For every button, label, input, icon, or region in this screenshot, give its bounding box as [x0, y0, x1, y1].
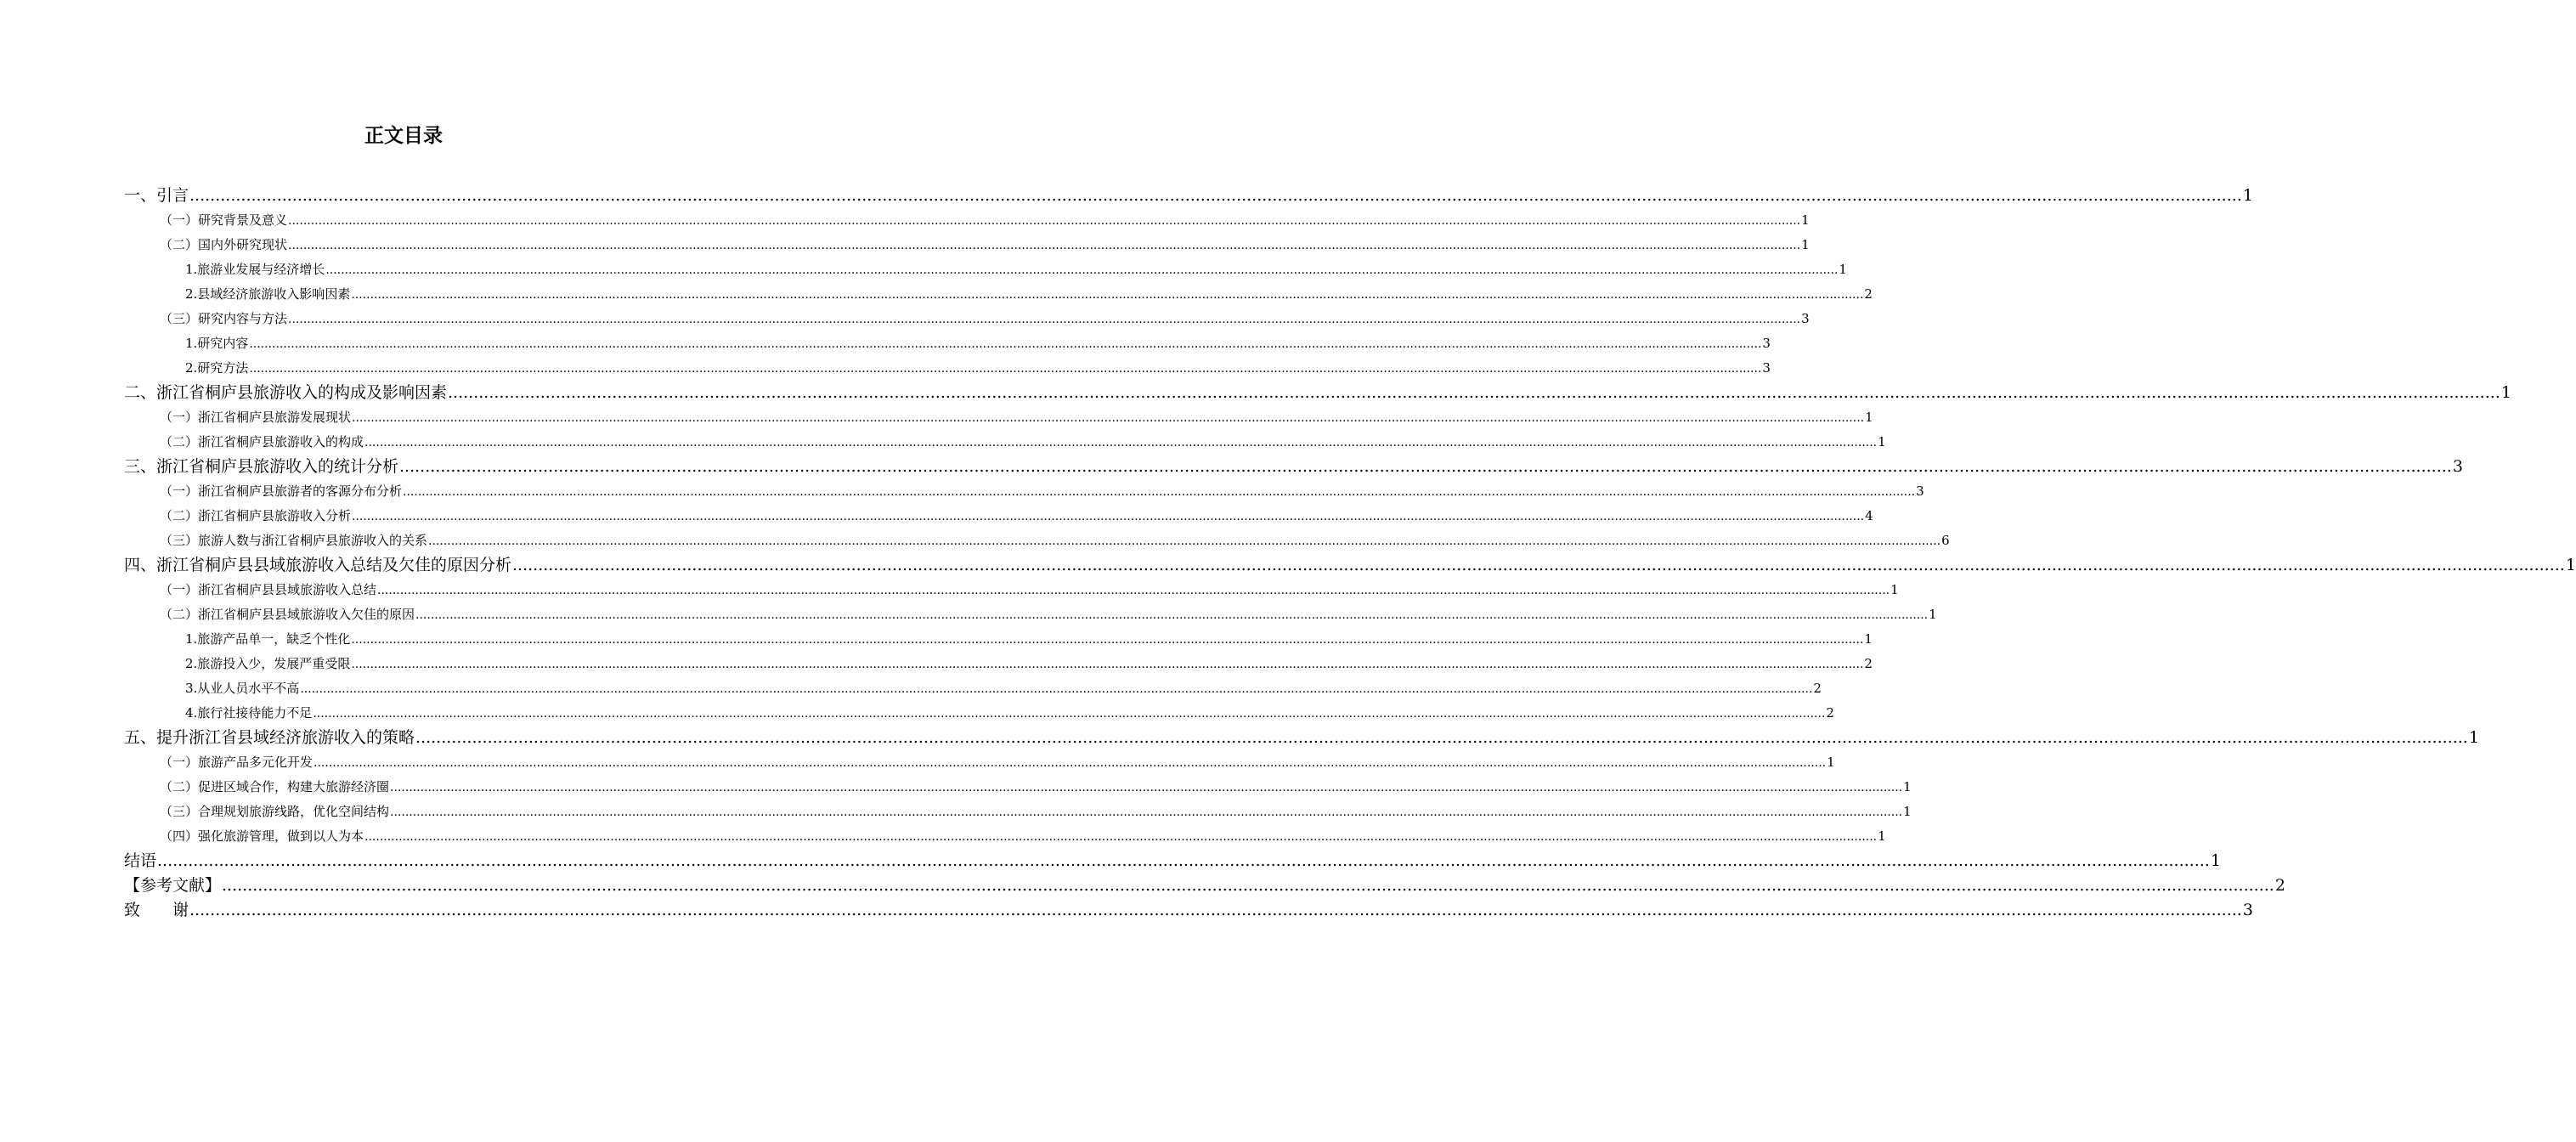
dot-leader: ................................................................................................................................................................................................................................................................................................................................................................................................................ — [448, 383, 2500, 402]
toc-entry-label: （四）强化旅游管理，做到以人为本 — [160, 828, 364, 844]
dot-leader: ................................................................................................................................................................................................................................................................................................................................................................................................................ — [512, 556, 2565, 574]
dot-leader: ................................................................................................................................................................................................................................................................................................................................................................................................................ — [249, 362, 1762, 376]
toc-entry-page-number: 2 — [1864, 656, 1873, 671]
toc-entry-label: （二）浙江省桐庐县旅游收入分析 — [160, 508, 352, 523]
toc-entry-page-number: 3 — [1801, 311, 1810, 326]
toc-entry-label: 1.研究内容 — [185, 336, 249, 351]
toc-entry[interactable] — [124, 800, 1912, 824]
toc-entry[interactable] — [124, 356, 1771, 381]
dot-leader: ................................................................................................................................................................................................................................................................................................................................................................................................................ — [364, 436, 1878, 449]
dot-leader: ................................................................................................................................................................................................................................................................................................................................................................................................................ — [390, 781, 1903, 794]
toc-entry-label: 致 谢 — [124, 901, 189, 919]
toc-entry-label: 2.旅游投入少，发展严重受限 — [185, 656, 351, 671]
toc-entry[interactable] — [124, 750, 1835, 775]
toc-entry-page-number: 3 — [2452, 457, 2463, 476]
toc-entry[interactable] — [124, 381, 2511, 405]
dot-leader: ................................................................................................................................................................................................................................................................................................................................................................................................................ — [351, 633, 1864, 647]
toc-entry-page-number: 1 — [1865, 410, 1873, 425]
dot-leader: ................................................................................................................................................................................................................................................................................................................................................................................................................ — [249, 337, 1762, 351]
toc-entry-page-number: 1 — [2500, 383, 2511, 402]
toc-entry-label: （二）浙江省桐庐县县域旅游收入欠佳的原因 — [160, 607, 415, 622]
toc-entry-page-number: 3 — [2242, 901, 2253, 919]
dot-leader: ................................................................................................................................................................................................................................................................................................................................................................................................................ — [189, 186, 2242, 205]
toc-entry[interactable] — [124, 208, 1810, 233]
toc-entry[interactable] — [124, 307, 1810, 331]
toc-entry-label: （一）研究背景及意义 — [160, 212, 288, 228]
toc-entry[interactable] — [124, 898, 2253, 923]
toc-entry[interactable] — [124, 824, 1886, 849]
toc-entry-page-number: 6 — [1941, 533, 1950, 548]
toc-entry[interactable] — [124, 405, 1873, 430]
toc-entry[interactable] — [124, 701, 1834, 726]
dot-leader: ................................................................................................................................................................................................................................................................................................................................................................................................................ — [288, 214, 1801, 228]
toc-entry-page-number: 1 — [1890, 582, 1899, 597]
dot-leader: ................................................................................................................................................................................................................................................................................................................................................................................................................ — [390, 806, 1903, 819]
toc-entry-label: 1.旅游业发展与经济增长 — [185, 262, 325, 277]
toc-entry[interactable] — [124, 504, 1873, 529]
toc-entry-label: （三）合理规划旅游线路，优化空间结构 — [160, 804, 390, 819]
toc-entry-label: 五、提升浙江省县域经济旅游收入的策略 — [124, 728, 415, 747]
dot-leader: ................................................................................................................................................................................................................................................................................................................................................................................................................ — [222, 876, 2274, 895]
dot-leader: ................................................................................................................................................................................................................................................................................................................................................................................................................ — [288, 239, 1801, 252]
toc-entry[interactable] — [124, 529, 1950, 553]
toc-entry[interactable] — [124, 430, 1886, 455]
toc-entry[interactable] — [124, 455, 2463, 479]
toc-entry-page-number: 3 — [1762, 360, 1771, 376]
toc-entry[interactable] — [124, 726, 2479, 750]
toc-entry-label: 二、浙江省桐庐县旅游收入的构成及影响因素 — [124, 383, 448, 402]
toc-entry[interactable] — [124, 676, 1822, 701]
toc-entry-label: 四、浙江省桐庐县县域旅游收入总结及欠佳的原因分析 — [124, 556, 512, 574]
dot-leader: ................................................................................................................................................................................................................................................................................................................................................................................................................ — [352, 510, 1865, 523]
toc-entry-page-number: 1 — [1827, 755, 1835, 770]
dot-leader: ................................................................................................................................................................................................................................................................................................................................................................................................................ — [313, 707, 1826, 721]
toc-entry-label: 结语 — [124, 851, 157, 870]
toc-entry-page-number: 1 — [2242, 186, 2253, 205]
toc-entry-page-number: 1 — [1864, 631, 1873, 647]
dot-leader: ................................................................................................................................................................................................................................................................................................................................................................................................................ — [364, 830, 1878, 844]
dot-leader: ................................................................................................................................................................................................................................................................................................................................................................................................................ — [325, 263, 1839, 277]
dot-leader: ................................................................................................................................................................................................................................................................................................................................................................................................................ — [351, 288, 1864, 302]
toc-entry-page-number: 2 — [1826, 705, 1834, 721]
toc-entry-label: （二）浙江省桐庐县旅游收入的构成 — [160, 434, 364, 449]
toc-entry-label: （三）旅游人数与浙江省桐庐县旅游收入的关系 — [160, 533, 428, 548]
toc-entry-label: （一）浙江省桐庐县县域旅游收入总结 — [160, 582, 377, 597]
toc-entry-page-number: 1 — [1903, 779, 1912, 794]
toc-entry-page-number: 1 — [1839, 262, 1847, 277]
dot-leader: ................................................................................................................................................................................................................................................................................................................................................................................................................ — [189, 901, 2242, 919]
toc-entry-page-number: 2 — [1813, 681, 1822, 696]
toc-entry-label: （一）旅游产品多元化开发 — [160, 755, 314, 770]
toc-entry[interactable] — [124, 282, 1873, 307]
toc-entry[interactable] — [124, 627, 1873, 652]
toc-entry-label: 2.研究方法 — [185, 360, 249, 376]
toc-entry[interactable] — [124, 184, 2253, 208]
toc-entry-page-number: 3 — [1916, 483, 1924, 499]
dot-leader: ................................................................................................................................................................................................................................................................................................................................................................................................................ — [300, 682, 1813, 696]
toc-entry-label: （一）浙江省桐庐县旅游发展现状 — [160, 410, 352, 425]
toc-entry-label: 1.旅游产品单一，缺乏个性化 — [185, 631, 351, 647]
dot-leader: ................................................................................................................................................................................................................................................................................................................................................................................................................ — [399, 457, 2452, 476]
table-of-contents — [124, 184, 2576, 923]
toc-entry[interactable] — [124, 257, 1847, 282]
toc-entry-label: （三）研究内容与方法 — [160, 311, 288, 326]
toc-entry-label: （二）国内外研究现状 — [160, 237, 288, 252]
toc-entry-page-number: 1 — [1801, 212, 1810, 228]
toc-entry[interactable] — [124, 652, 1873, 676]
toc-entry-page-number: 1 — [2565, 556, 2576, 574]
toc-entry-label: 3.从业人员水平不高 — [185, 681, 300, 696]
toc-entry-label: 【参考文献】 — [124, 876, 222, 895]
toc-entry-page-number: 3 — [1762, 336, 1771, 351]
toc-entry[interactable] — [124, 233, 1810, 257]
toc-entry[interactable] — [124, 578, 1899, 602]
dot-leader: ................................................................................................................................................................................................................................................................................................................................................................................................................ — [288, 313, 1801, 326]
dot-leader: ................................................................................................................................................................................................................................................................................................................................................................................................................ — [314, 756, 1827, 770]
toc-entry-page-number: 1 — [1878, 828, 1886, 844]
toc-entry-label: 2.县域经济旅游收入影响因素 — [185, 286, 351, 302]
toc-entry-label: 三、浙江省桐庐县旅游收入的统计分析 — [124, 457, 399, 476]
toc-entry-page-number: 1 — [1878, 434, 1886, 449]
dot-leader: ................................................................................................................................................................................................................................................................................................................................................................................................................ — [403, 485, 1916, 499]
dot-leader: ................................................................................................................................................................................................................................................................................................................................................................................................................ — [415, 608, 1929, 622]
toc-entry[interactable] — [124, 553, 2576, 578]
toc-entry-page-number: 1 — [1903, 804, 1912, 819]
toc-entry[interactable] — [124, 602, 1937, 627]
toc-entry[interactable] — [124, 331, 1771, 356]
dot-leader: ................................................................................................................................................................................................................................................................................................................................................................................................................ — [351, 658, 1864, 671]
toc-entry-label: 一、引言 — [124, 186, 189, 205]
toc-entry-page-number: 1 — [1801, 237, 1810, 252]
toc-entry[interactable] — [124, 873, 2285, 898]
toc-entry-label: （一）浙江省桐庐县旅游者的客源分布分析 — [160, 483, 403, 499]
toc-entry-page-number: 4 — [1865, 508, 1873, 523]
toc-entry-label: （二）促进区域合作，构建大旅游经济圈 — [160, 779, 390, 794]
toc-entry-page-number: 1 — [2210, 851, 2221, 870]
toc-entry-page-number: 1 — [1929, 607, 1937, 622]
dot-leader: ................................................................................................................................................................................................................................................................................................................................................................................................................ — [415, 728, 2468, 747]
dot-leader: ................................................................................................................................................................................................................................................................................................................................................................................................................ — [352, 411, 1865, 425]
toc-entry-page-number: 1 — [2468, 728, 2479, 747]
toc-entry[interactable] — [124, 849, 2221, 873]
toc-entry-page-number: 2 — [1864, 286, 1873, 302]
toc-entry[interactable] — [124, 775, 1912, 800]
dot-leader: ................................................................................................................................................................................................................................................................................................................................................................................................................ — [377, 584, 1890, 597]
dot-leader: ................................................................................................................................................................................................................................................................................................................................................................................................................ — [157, 851, 2210, 870]
page-title: 正文目录 — [364, 125, 443, 147]
toc-entry-label: 4.旅行社接待能力不足 — [185, 705, 313, 721]
toc-entry[interactable] — [124, 479, 1924, 504]
dot-leader: ................................................................................................................................................................................................................................................................................................................................................................................................................ — [428, 534, 1941, 548]
toc-entry-page-number: 2 — [2274, 876, 2285, 895]
